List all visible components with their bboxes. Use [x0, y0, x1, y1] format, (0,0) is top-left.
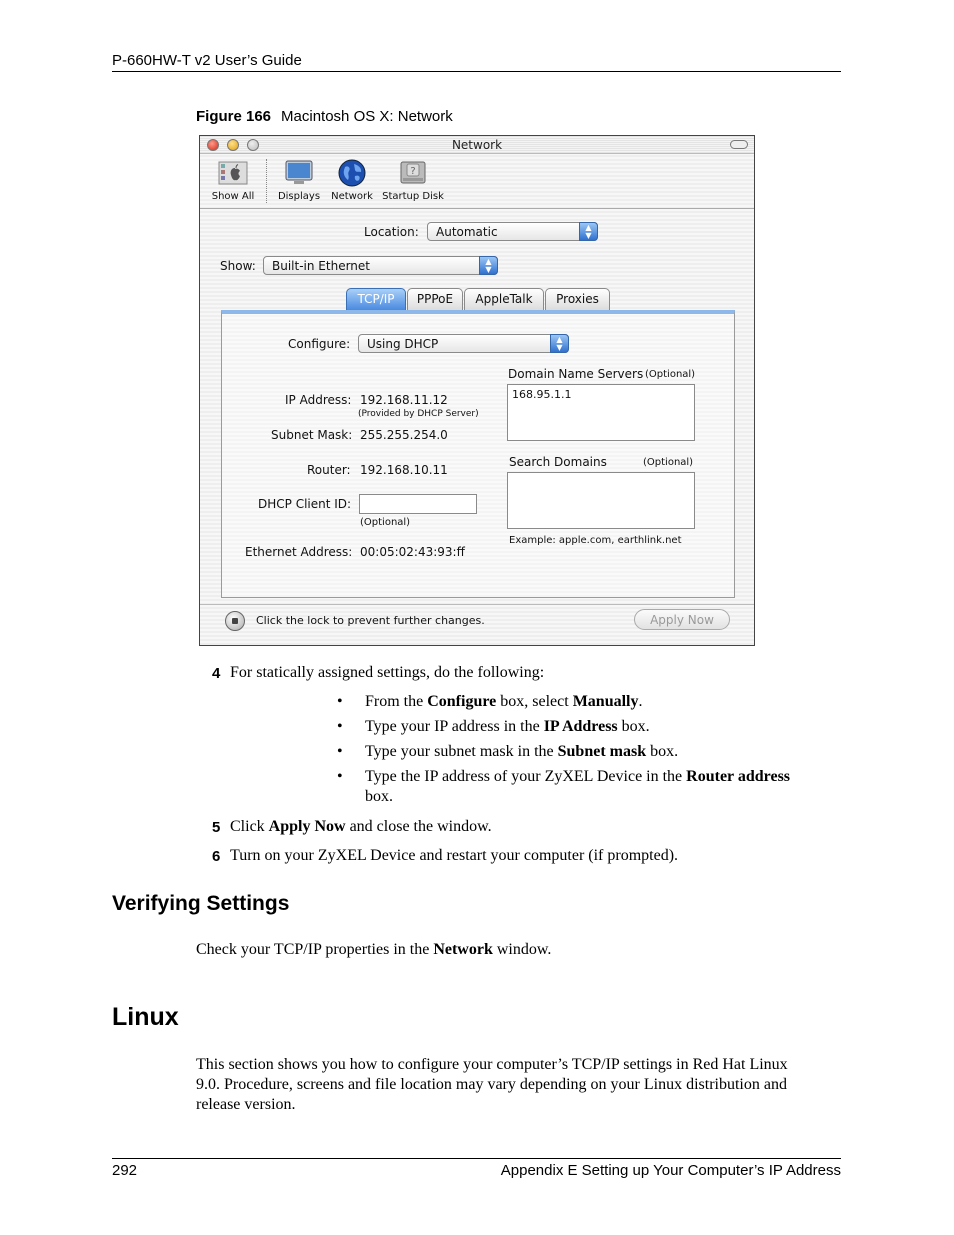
bullet: • [337, 768, 343, 785]
svg-text:?: ? [410, 166, 416, 177]
router-label: Router: [307, 463, 351, 477]
bullet: • [337, 718, 343, 735]
display-icon [284, 159, 314, 187]
location-label: Location: [364, 225, 419, 239]
bullet: • [337, 743, 343, 760]
dhcp-client-id-label: DHCP Client ID: [258, 497, 352, 511]
toolbar [200, 155, 754, 209]
configure-label: Configure: [288, 337, 351, 351]
tab-appletalk[interactable]: AppleTalk [464, 288, 544, 310]
step-text: For statically assigned settings, do the following: [230, 664, 545, 681]
dns-optional: (Optional) [645, 369, 696, 380]
disk-icon [398, 159, 428, 187]
search-domains-field[interactable] [507, 472, 695, 529]
select-arrows-icon: ▲ ▼ [550, 334, 569, 353]
subnet-mask-label: Subnet Mask: [271, 428, 353, 442]
location-value: Automatic [436, 225, 498, 239]
step-text: Click Apply Now and close the window. [230, 818, 492, 835]
chapter-heading: Linux [112, 1003, 179, 1031]
figure-title: Macintosh OS X: Network [281, 108, 453, 125]
search-example: Example: apple.com, earthlink.net [509, 535, 682, 546]
dns-label: Domain Name Servers [508, 367, 644, 381]
toolbar-label: Displays [277, 191, 321, 202]
page-number: 292 [112, 1162, 138, 1179]
subnet-mask-value: 255.255.254.0 [360, 428, 448, 442]
lock-text: Click the lock to prevent further changes. [256, 614, 485, 627]
header-rule [112, 71, 841, 72]
bullet-text: Type your subnet mask in the Subnet mask box. [365, 743, 679, 760]
section-text: Check your TCP/IP properties in the Network window. [196, 941, 552, 958]
dns-servers-field[interactable]: 168.95.1.1 [507, 384, 695, 441]
search-domains-label: Search Domains [509, 455, 607, 469]
apple-icon [218, 159, 248, 187]
figure-caption [196, 108, 453, 125]
bullet-text: Type the IP address of your ZyXEL Device in the Router address [365, 768, 791, 785]
step-number: 4 [212, 665, 221, 682]
router-value: 192.168.10.11 [360, 463, 448, 477]
location-select[interactable] [427, 222, 598, 241]
select-arrows-icon: ▲ ▼ [579, 222, 598, 241]
lock-icon[interactable] [225, 611, 245, 631]
figure-label: Figure 166 [196, 108, 272, 125]
bullet: • [337, 693, 343, 710]
paragraph-line: This section shows you how to configure your computer’s TCP/IP settings in Red Hat Linux [196, 1056, 788, 1073]
step-number: 6 [212, 848, 221, 865]
toolbar-startup-disk[interactable] [380, 159, 446, 202]
step-number: 5 [212, 819, 221, 836]
bullet-text: Type your IP address in the IP Address box. [365, 718, 650, 735]
section-heading: Verifying Settings [112, 892, 290, 915]
window-title: Network [451, 138, 503, 152]
footer-rule [112, 1158, 841, 1159]
bottom-bar [200, 604, 754, 646]
tab-pppoe[interactable]: PPPoE [407, 288, 463, 310]
toolbar-toggle-button[interactable] [730, 140, 748, 149]
toolbar-network[interactable] [328, 159, 376, 202]
network-window [199, 135, 755, 646]
dhcp-client-id-field[interactable] [359, 494, 477, 514]
show-label: Show: [220, 259, 256, 273]
globe-icon [337, 159, 367, 187]
apply-now-button[interactable]: Apply Now [634, 609, 730, 630]
ethernet-address-label: Ethernet Address: [245, 545, 353, 559]
tab-tcpip[interactable]: TCP/IP [346, 288, 406, 310]
configure-select[interactable] [358, 334, 569, 353]
ethernet-address-value: 00:05:02:43:93:ff [360, 545, 465, 559]
show-select[interactable] [263, 256, 498, 275]
ip-address-label: IP Address: [285, 393, 352, 407]
tcpip-panel [221, 310, 735, 598]
footer-section: Appendix E Setting up Your Computer’s IP Address [500, 1162, 841, 1179]
toolbar-label: Startup Disk [382, 191, 444, 202]
page-header: P-660HW-T v2 User’s Guide [112, 52, 302, 69]
toolbar-displays[interactable] [274, 159, 324, 202]
toolbar-show-all[interactable] [208, 159, 258, 202]
bullet-text: From the Configure box, select Manually. [365, 693, 643, 710]
step-text: Turn on your ZyXEL Device and restart your computer (if prompted). [230, 847, 679, 864]
ip-address-value: 192.168.11.12 [360, 393, 448, 407]
search-optional: (Optional) [643, 457, 694, 468]
tab-proxies[interactable]: Proxies [545, 288, 610, 310]
ip-address-note: (Provided by DHCP Server) [358, 409, 479, 419]
toolbar-label: Network [331, 191, 373, 202]
bullet-text-cont: box. [365, 788, 393, 805]
paragraph-line: release version. [196, 1096, 296, 1113]
select-arrows-icon: ▲ ▼ [479, 256, 498, 275]
dhcp-optional-note: (Optional) [360, 517, 411, 528]
title-bar[interactable] [200, 136, 754, 154]
configure-value: Using DHCP [367, 337, 439, 351]
paragraph-line: 9.0. Procedure, screens and file location may vary depending on your Linux distribution and [196, 1076, 787, 1093]
show-value: Built-in Ethernet [272, 259, 370, 273]
toolbar-label: Show All [211, 191, 255, 202]
toolbar-separator [266, 159, 267, 203]
